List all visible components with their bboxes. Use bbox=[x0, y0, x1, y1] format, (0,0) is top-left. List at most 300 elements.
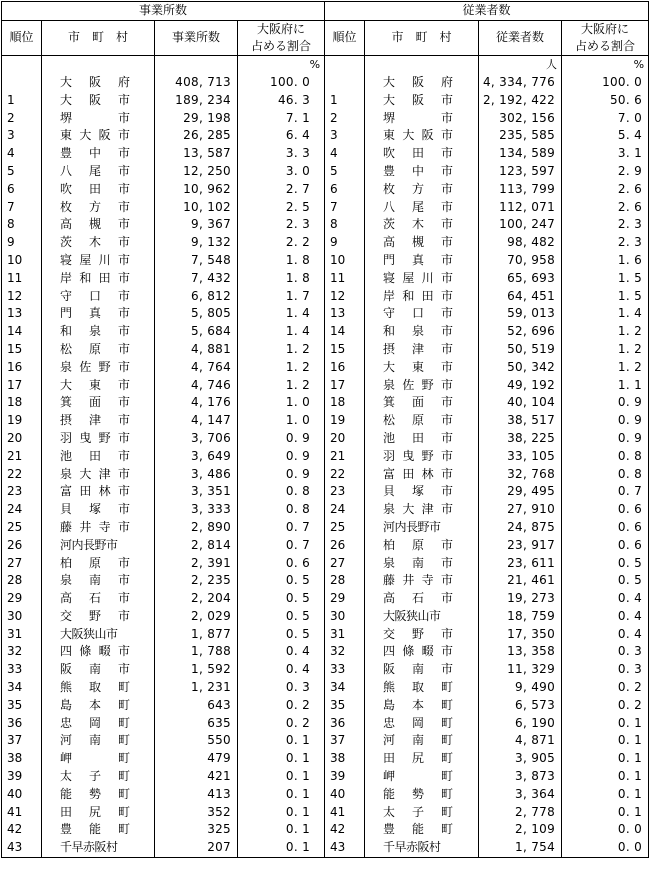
share-left: 0. 1 bbox=[238, 839, 325, 857]
share-left: 46. 3 bbox=[238, 91, 325, 109]
rank-right: 15 bbox=[325, 341, 365, 359]
share-left: 1. 0 bbox=[238, 412, 325, 430]
unit-pct-left: % bbox=[238, 55, 325, 73]
city-right bbox=[365, 447, 479, 465]
rank-right: 13 bbox=[325, 305, 365, 323]
value-right: 33, 105 bbox=[479, 447, 562, 465]
rank-left: 7 bbox=[2, 198, 42, 216]
city-right-text: 羽曳野市 bbox=[383, 448, 454, 463]
share-right: 0. 0 bbox=[562, 821, 649, 839]
value-right: 100, 247 bbox=[479, 216, 562, 234]
share-right: 1. 2 bbox=[562, 323, 649, 341]
share-left: 0. 4 bbox=[238, 661, 325, 679]
city-right-text: 枚方市 bbox=[383, 181, 454, 196]
table-row bbox=[2, 643, 649, 661]
share-right: 0. 1 bbox=[562, 785, 649, 803]
city-right-text: 大東市 bbox=[383, 359, 454, 374]
city-left-text: 豊能町 bbox=[60, 822, 130, 837]
city-left bbox=[42, 216, 155, 234]
header-share-left bbox=[238, 20, 325, 55]
city-left bbox=[42, 127, 155, 145]
city-left-text: 四條畷市 bbox=[60, 644, 130, 659]
value-left: 2, 204 bbox=[155, 590, 238, 608]
rank-right: 12 bbox=[325, 287, 365, 305]
city-right bbox=[365, 216, 479, 234]
city-left-text: 貝塚市 bbox=[60, 502, 130, 517]
table-row bbox=[2, 163, 649, 181]
rank-left: 36 bbox=[2, 714, 42, 732]
city-left-text: 豊中市 bbox=[60, 146, 130, 161]
city-left-text: 河内長野市 bbox=[60, 537, 118, 552]
header-city-left: 市 町 村 bbox=[42, 20, 155, 55]
city-right bbox=[365, 91, 479, 109]
city-right bbox=[365, 590, 479, 608]
share-right: 1. 4 bbox=[562, 305, 649, 323]
table-row bbox=[2, 750, 649, 768]
share-left: 0. 1 bbox=[238, 821, 325, 839]
city-left bbox=[42, 483, 155, 501]
value-right: 40, 104 bbox=[479, 394, 562, 412]
rank-left: 16 bbox=[2, 358, 42, 376]
city-right bbox=[365, 554, 479, 572]
share-left: 1. 2 bbox=[238, 358, 325, 376]
value-left: 9, 367 bbox=[155, 216, 238, 234]
share-left: 0. 1 bbox=[238, 750, 325, 768]
city-left bbox=[42, 608, 155, 626]
city-right-text: 岸和田市 bbox=[383, 288, 454, 303]
value-right: 302, 156 bbox=[479, 109, 562, 127]
value-left: 4, 764 bbox=[155, 358, 238, 376]
city-right bbox=[365, 679, 479, 697]
table-row bbox=[2, 714, 649, 732]
city-left bbox=[42, 341, 155, 359]
city-left bbox=[42, 180, 155, 198]
rank-left: 5 bbox=[2, 163, 42, 181]
city-left bbox=[42, 252, 155, 270]
share-left: 1. 4 bbox=[238, 323, 325, 341]
city-left-text: 大東市 bbox=[60, 377, 130, 392]
rank-left: 21 bbox=[2, 447, 42, 465]
share-right: 2. 6 bbox=[562, 198, 649, 216]
city-left-text: 枚方市 bbox=[60, 199, 130, 214]
rank-left: 20 bbox=[2, 430, 42, 448]
rank-right: 37 bbox=[325, 732, 365, 750]
city-left-text: 寝屋川市 bbox=[60, 252, 130, 267]
table-row bbox=[2, 608, 649, 626]
value-right: 3, 364 bbox=[479, 785, 562, 803]
share-left: 1. 4 bbox=[238, 305, 325, 323]
rank-right: 41 bbox=[325, 803, 365, 821]
city-right bbox=[365, 643, 479, 661]
share-left: 0. 4 bbox=[238, 643, 325, 661]
city-left bbox=[42, 376, 155, 394]
unit-row bbox=[2, 55, 649, 73]
value-right: 3, 873 bbox=[479, 768, 562, 786]
share-right: 3. 1 bbox=[562, 145, 649, 163]
value-left: 7, 432 bbox=[155, 269, 238, 287]
share-left: 0. 9 bbox=[238, 465, 325, 483]
rank-left: 23 bbox=[2, 483, 42, 501]
rank-left: 38 bbox=[2, 750, 42, 768]
city-left bbox=[42, 679, 155, 697]
table-row bbox=[2, 803, 649, 821]
table-row bbox=[2, 394, 649, 412]
rank-left: 8 bbox=[2, 216, 42, 234]
rank-right: 25 bbox=[325, 519, 365, 537]
value-right: 17, 350 bbox=[479, 625, 562, 643]
table-row bbox=[2, 358, 649, 376]
city-right-text: 島本町 bbox=[383, 697, 454, 712]
rank-left: 10 bbox=[2, 252, 42, 270]
city-left bbox=[42, 412, 155, 430]
value-left: 189, 234 bbox=[155, 91, 238, 109]
rank-left: 14 bbox=[2, 323, 42, 341]
city-right bbox=[365, 661, 479, 679]
city-left bbox=[42, 430, 155, 448]
city-right-text: 門真市 bbox=[383, 252, 454, 267]
value-left: 352 bbox=[155, 803, 238, 821]
share-right: 0. 4 bbox=[562, 608, 649, 626]
rank-left: 40 bbox=[2, 785, 42, 803]
city-right bbox=[365, 412, 479, 430]
city-left-text: 忠岡町 bbox=[60, 715, 130, 730]
table-row bbox=[2, 269, 649, 287]
city-left bbox=[42, 501, 155, 519]
rank-right: 10 bbox=[325, 252, 365, 270]
value-right: 235, 585 bbox=[479, 127, 562, 145]
city-right bbox=[365, 732, 479, 750]
share-left: 0. 1 bbox=[238, 803, 325, 821]
header-share-right-text: 大阪府に 占める割合 bbox=[575, 21, 636, 53]
table-row bbox=[2, 785, 649, 803]
value-right: 59, 013 bbox=[479, 305, 562, 323]
table-row bbox=[2, 536, 649, 554]
share-left: 1. 2 bbox=[238, 376, 325, 394]
table-row bbox=[2, 625, 649, 643]
rank-left: 4 bbox=[2, 145, 42, 163]
city-right-text: 高石市 bbox=[383, 591, 454, 606]
share-right: 0. 1 bbox=[562, 768, 649, 786]
share-right: 0. 0 bbox=[562, 839, 649, 857]
value-left: 2, 814 bbox=[155, 536, 238, 554]
rank-left: 41 bbox=[2, 803, 42, 821]
share-right: 0. 8 bbox=[562, 465, 649, 483]
value-left: 2, 890 bbox=[155, 519, 238, 537]
share-right: 7. 0 bbox=[562, 109, 649, 127]
city-left-text: 堺市 bbox=[60, 110, 130, 125]
value-left: 2, 235 bbox=[155, 572, 238, 590]
value-right: 64, 451 bbox=[479, 287, 562, 305]
rank-right: 5 bbox=[325, 163, 365, 181]
share-left: 3. 0 bbox=[238, 163, 325, 181]
value-right: 18, 759 bbox=[479, 608, 562, 626]
table-row bbox=[2, 679, 649, 697]
share-right: 0. 5 bbox=[562, 554, 649, 572]
city-left-text: 泉南市 bbox=[60, 573, 130, 588]
city-left-text: 富田林市 bbox=[60, 484, 130, 499]
value-right: 29, 495 bbox=[479, 483, 562, 501]
table-row bbox=[2, 519, 649, 537]
table-row bbox=[2, 127, 649, 145]
city-right bbox=[365, 750, 479, 768]
rank-right: 2 bbox=[325, 109, 365, 127]
rank-left: 12 bbox=[2, 287, 42, 305]
city-right-text: 忠岡町 bbox=[383, 715, 454, 730]
share-left: 0. 9 bbox=[238, 430, 325, 448]
city-left-text: 羽曳野市 bbox=[60, 430, 130, 445]
city-right bbox=[365, 269, 479, 287]
share-right: 0. 1 bbox=[562, 750, 649, 768]
city-left bbox=[42, 750, 155, 768]
header-value-left: 事業所数 bbox=[155, 20, 238, 55]
value-left: 325 bbox=[155, 821, 238, 839]
value-right: 134, 589 bbox=[479, 145, 562, 163]
group-title-employees: 従業者数 bbox=[325, 2, 649, 21]
city-right bbox=[365, 376, 479, 394]
city-right bbox=[365, 287, 479, 305]
city-left-text: 八尾市 bbox=[60, 163, 130, 178]
value-left: 1, 592 bbox=[155, 661, 238, 679]
share-right: 0. 9 bbox=[562, 430, 649, 448]
value-left: 1, 231 bbox=[155, 679, 238, 697]
city-right bbox=[365, 714, 479, 732]
city-left-text: 松原市 bbox=[60, 341, 130, 356]
city-right bbox=[365, 341, 479, 359]
share-right: 0. 1 bbox=[562, 732, 649, 750]
city-right bbox=[365, 198, 479, 216]
rank-left: 37 bbox=[2, 732, 42, 750]
value-right: 113, 799 bbox=[479, 180, 562, 198]
city-left-text: 阪南市 bbox=[60, 662, 130, 677]
rank-right: 31 bbox=[325, 625, 365, 643]
city-right-text: 豊中市 bbox=[383, 163, 454, 178]
value-left: 4, 746 bbox=[155, 376, 238, 394]
share-left: 0. 7 bbox=[238, 536, 325, 554]
rank-right: 20 bbox=[325, 430, 365, 448]
city-right-text: 寝屋川市 bbox=[383, 270, 454, 285]
city-left-text: 高槻市 bbox=[60, 217, 130, 232]
share-left: 0. 3 bbox=[238, 679, 325, 697]
city-left bbox=[42, 821, 155, 839]
city-left bbox=[42, 465, 155, 483]
rank-right: 8 bbox=[325, 216, 365, 234]
column-header-row bbox=[2, 20, 649, 55]
rank-right: 32 bbox=[325, 643, 365, 661]
value-right: 9, 490 bbox=[479, 679, 562, 697]
rank-left: 30 bbox=[2, 608, 42, 626]
share-right: 0. 6 bbox=[562, 501, 649, 519]
city-right-text: 交野市 bbox=[383, 626, 454, 641]
total-value-left: 408, 713 bbox=[155, 74, 238, 92]
table-row bbox=[2, 109, 649, 127]
value-right: 32, 768 bbox=[479, 465, 562, 483]
city-left bbox=[42, 696, 155, 714]
rank-right: 35 bbox=[325, 696, 365, 714]
rank-left: 42 bbox=[2, 821, 42, 839]
value-right: 24, 875 bbox=[479, 519, 562, 537]
value-right: 70, 958 bbox=[479, 252, 562, 270]
value-left: 643 bbox=[155, 696, 238, 714]
value-left: 3, 706 bbox=[155, 430, 238, 448]
city-left-text: 茨木市 bbox=[60, 235, 130, 250]
rank-right: 36 bbox=[325, 714, 365, 732]
share-right: 1. 1 bbox=[562, 376, 649, 394]
city-right bbox=[365, 430, 479, 448]
share-left: 0. 2 bbox=[238, 714, 325, 732]
city-left-text: 太子町 bbox=[60, 769, 130, 784]
city-right bbox=[365, 252, 479, 270]
share-right: 2. 3 bbox=[562, 234, 649, 252]
city-left-text: 熊取町 bbox=[60, 680, 130, 695]
rank-right: 16 bbox=[325, 358, 365, 376]
value-left: 479 bbox=[155, 750, 238, 768]
table-row bbox=[2, 287, 649, 305]
share-left: 3. 3 bbox=[238, 145, 325, 163]
group-header-row bbox=[2, 2, 649, 21]
share-right: 0. 3 bbox=[562, 643, 649, 661]
city-left bbox=[42, 625, 155, 643]
city-right-text: 田尻町 bbox=[383, 751, 454, 766]
city-left bbox=[42, 732, 155, 750]
header-value-right: 従業者数 bbox=[479, 20, 562, 55]
city-left bbox=[42, 287, 155, 305]
city-right bbox=[365, 785, 479, 803]
table-row bbox=[2, 447, 649, 465]
city-right-text: 四條畷市 bbox=[383, 644, 454, 659]
city-left-text: 和泉市 bbox=[60, 324, 130, 339]
rank-left: 6 bbox=[2, 180, 42, 198]
table-row bbox=[2, 572, 649, 590]
rank-right: 1 bbox=[325, 91, 365, 109]
value-left: 550 bbox=[155, 732, 238, 750]
value-left: 5, 805 bbox=[155, 305, 238, 323]
rank-left: 43 bbox=[2, 839, 42, 857]
value-left: 207 bbox=[155, 839, 238, 857]
rank-right: 38 bbox=[325, 750, 365, 768]
share-right: 0. 9 bbox=[562, 412, 649, 430]
city-left-text: 田尻町 bbox=[60, 804, 130, 819]
value-right: 6, 573 bbox=[479, 696, 562, 714]
city-right-text: 摂津市 bbox=[383, 341, 454, 356]
city-left-text: 柏原市 bbox=[60, 555, 130, 570]
value-right: 4, 871 bbox=[479, 732, 562, 750]
group-title-establishments: 事業所数 bbox=[2, 2, 325, 21]
rank-right: 11 bbox=[325, 269, 365, 287]
city-left bbox=[42, 91, 155, 109]
rank-left: 22 bbox=[2, 465, 42, 483]
city-left bbox=[42, 145, 155, 163]
city-right-text: 泉大津市 bbox=[383, 502, 454, 517]
rank-right: 17 bbox=[325, 376, 365, 394]
city-right bbox=[365, 483, 479, 501]
share-left: 0. 8 bbox=[238, 501, 325, 519]
rank-left: 39 bbox=[2, 768, 42, 786]
share-left: 0. 9 bbox=[238, 447, 325, 465]
rank-left: 18 bbox=[2, 394, 42, 412]
rank-left: 24 bbox=[2, 501, 42, 519]
share-right: 2. 6 bbox=[562, 180, 649, 198]
city-right-text: 富田林市 bbox=[383, 466, 454, 481]
share-right: 5. 4 bbox=[562, 127, 649, 145]
city-right bbox=[365, 803, 479, 821]
value-right: 1, 754 bbox=[479, 839, 562, 857]
city-right-text: 岬町 bbox=[383, 769, 454, 784]
rank-left: 19 bbox=[2, 412, 42, 430]
rank-left: 2 bbox=[2, 109, 42, 127]
table-row bbox=[2, 376, 649, 394]
share-left: 0. 6 bbox=[238, 554, 325, 572]
rank-left: 27 bbox=[2, 554, 42, 572]
share-right: 1. 6 bbox=[562, 252, 649, 270]
city-left bbox=[42, 305, 155, 323]
city-right-text: 藤井寺市 bbox=[383, 573, 454, 588]
share-right: 0. 2 bbox=[562, 696, 649, 714]
rank-right: 39 bbox=[325, 768, 365, 786]
share-left: 1. 0 bbox=[238, 394, 325, 412]
city-left bbox=[42, 785, 155, 803]
value-left: 4, 176 bbox=[155, 394, 238, 412]
share-right: 0. 9 bbox=[562, 394, 649, 412]
value-right: 65, 693 bbox=[479, 269, 562, 287]
value-left: 4, 881 bbox=[155, 341, 238, 359]
city-right-text: 松原市 bbox=[383, 413, 454, 428]
share-left: 1. 8 bbox=[238, 252, 325, 270]
city-left bbox=[42, 163, 155, 181]
table-row bbox=[2, 732, 649, 750]
rank-right: 19 bbox=[325, 412, 365, 430]
rank-right: 3 bbox=[325, 127, 365, 145]
city-left bbox=[42, 109, 155, 127]
city-left-text: 大阪狭山市 bbox=[60, 626, 118, 641]
share-left: 0. 5 bbox=[238, 590, 325, 608]
city-right-text: 泉佐野市 bbox=[383, 377, 454, 392]
share-left: 0. 5 bbox=[238, 608, 325, 626]
total-city-right-text: 大阪府 bbox=[383, 74, 454, 89]
city-left-text: 泉大津市 bbox=[60, 466, 130, 481]
value-right: 23, 611 bbox=[479, 554, 562, 572]
city-right-text: 池田市 bbox=[383, 430, 454, 445]
share-left: 2. 7 bbox=[238, 180, 325, 198]
value-right: 11, 329 bbox=[479, 661, 562, 679]
city-right bbox=[365, 625, 479, 643]
value-right: 23, 917 bbox=[479, 536, 562, 554]
share-left: 0. 2 bbox=[238, 696, 325, 714]
value-left: 26, 285 bbox=[155, 127, 238, 145]
share-left: 6. 4 bbox=[238, 127, 325, 145]
city-left-text: 吹田市 bbox=[60, 181, 130, 196]
city-right bbox=[365, 536, 479, 554]
city-right-text: 貝塚市 bbox=[383, 484, 454, 499]
rank-left: 11 bbox=[2, 269, 42, 287]
city-right bbox=[365, 163, 479, 181]
city-left-text: 河南町 bbox=[60, 733, 130, 748]
city-left bbox=[42, 519, 155, 537]
city-left-text: 岬町 bbox=[60, 751, 130, 766]
rank-left: 9 bbox=[2, 234, 42, 252]
share-right: 0. 4 bbox=[562, 590, 649, 608]
value-right: 21, 461 bbox=[479, 572, 562, 590]
rank-right: 23 bbox=[325, 483, 365, 501]
city-left-text: 能勢町 bbox=[60, 786, 130, 801]
city-left-text: 東大阪市 bbox=[60, 128, 130, 143]
share-right: 1. 2 bbox=[562, 358, 649, 376]
table-row bbox=[2, 483, 649, 501]
table-row bbox=[2, 661, 649, 679]
value-left: 413 bbox=[155, 785, 238, 803]
value-left: 2, 029 bbox=[155, 608, 238, 626]
rank-right: 27 bbox=[325, 554, 365, 572]
city-right-text: 堺市 bbox=[383, 110, 454, 125]
